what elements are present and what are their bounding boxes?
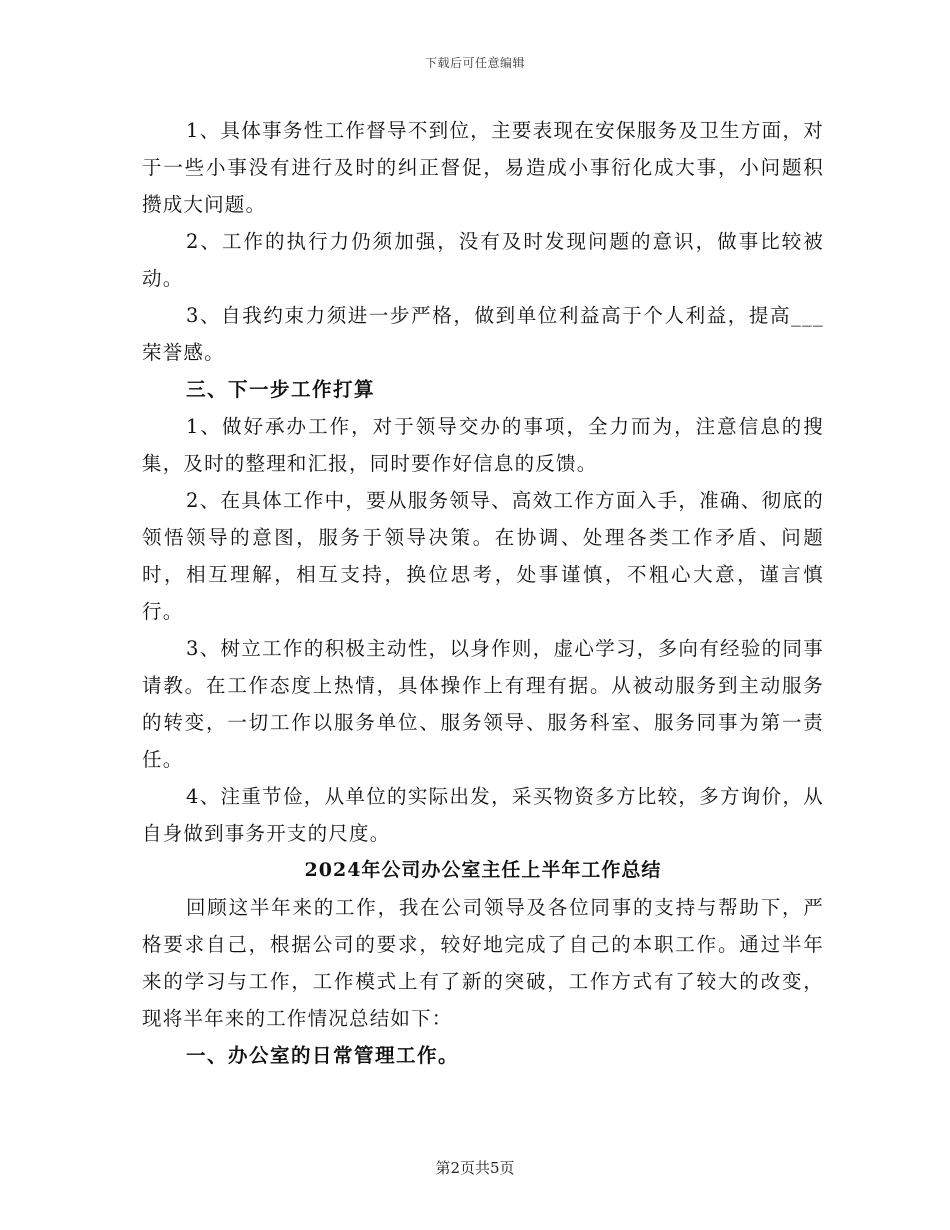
document-body bbox=[142, 112, 824, 1074]
paragraph-intro: 回顾这半年来的工作，我在公司领导及各位同事的支持与帮助下，严格要求自己，根据公司的要求，较好地完成了自己的本职工作。通过半年来的学习与工作，工作模式上有了新的突破，工作方式有了较大的改变，现将半年来的工作情况总结如下： bbox=[142, 896, 824, 1030]
section-heading-daily-management: 一、办公室的日常管理工作。 bbox=[186, 1044, 460, 1067]
page-number: 第2页共5页 bbox=[435, 1159, 515, 1177]
section-heading-next-steps: 三、下一步工作打算 bbox=[186, 378, 376, 401]
paragraph-problem-1: 1、具体事务性工作督导不到位，主要表现在安保服务及卫生方面，对于一些小事没有进行及时的纠正督促，易造成小事衍化成大事，小问题积攒成大问题。 bbox=[142, 119, 824, 216]
paragraph-plan-4: 4、注重节俭，从单位的实际出发，采买物资多方比较，多方询价，从自身做到事务开支的尺度。 bbox=[142, 785, 824, 845]
document-title: 2024年公司办公室主任上半年工作总结 bbox=[304, 859, 662, 881]
paragraph-plan-1: 1、做好承办工作，对于领导交办的事项，全力而为，注意信息的搜集，及时的整理和汇报，同时要作好信息的反馈。 bbox=[142, 415, 824, 475]
paragraph-plan-2: 2、在具体工作中，要从服务领导、高效工作方面入手，准确、彻底的领悟领导的意图，服务于领导决策。在协调、处理各类工作矛盾、问题时，相互理解，相互支持，换位思考，处事谨慎，不粗心大意，谨言慎行。 bbox=[142, 489, 824, 623]
paragraph-plan-3: 3、树立工作的积极主动性，以身作则，虚心学习，多向有经验的同事请教。在工作态度上热情，具体操作上有理有据。从被动服务到主动服务的转变，一切工作以服务单位、服务领导、服务科室、服务同事为第一责任。 bbox=[142, 637, 824, 771]
paragraph-problem-3: 3、自我约束力须进一步严格，做到单位利益高于个人利益，提高___荣誉感。 bbox=[142, 304, 824, 364]
paragraph-problem-2: 2、工作的执行力仍须加强，没有及时发现问题的意识，做事比较被动。 bbox=[142, 230, 824, 290]
page-header-note: 下载后可任意编辑 bbox=[424, 56, 525, 70]
